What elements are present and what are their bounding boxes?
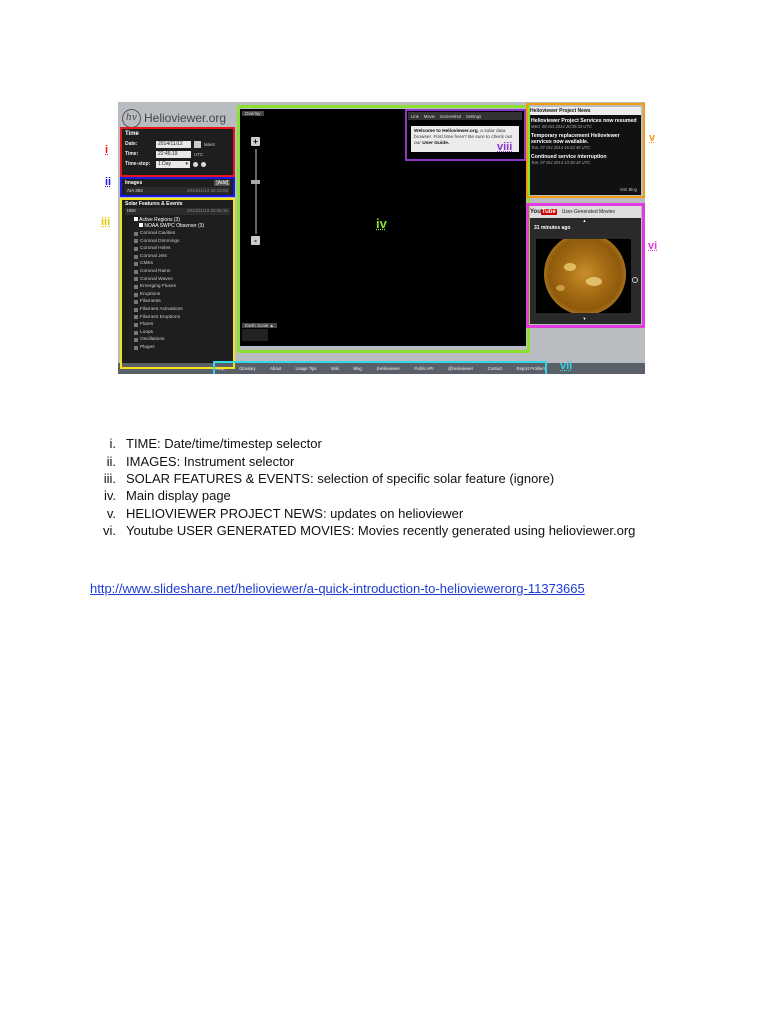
add-layer-button[interactable]: [Add] bbox=[216, 180, 228, 186]
label-vi: vi bbox=[648, 240, 658, 252]
calendar-icon[interactable] bbox=[194, 141, 201, 148]
feature-label: Coronal Dimmings bbox=[140, 238, 180, 244]
legend-item bbox=[90, 435, 710, 452]
utc-label: UTC bbox=[194, 151, 204, 157]
legend-number: ii. bbox=[106, 453, 116, 469]
checkbox[interactable] bbox=[134, 262, 138, 266]
checkbox[interactable] bbox=[134, 300, 138, 304]
label-v: v bbox=[649, 132, 656, 144]
movie-age: 31 minutes ago bbox=[534, 225, 571, 231]
legend-text: HELIOVIEWER PROJECT NEWS: updates on helioviewer bbox=[126, 505, 464, 521]
step-back-icon[interactable] bbox=[193, 162, 198, 167]
earth-scale-button[interactable]: Earth Scale ▲ bbox=[242, 323, 277, 328]
time-label: Time: bbox=[125, 151, 139, 157]
zoom-slider-track[interactable] bbox=[255, 149, 257, 234]
footer-link[interactable]: Report Problem bbox=[516, 366, 546, 371]
youtube-logo[interactable] bbox=[530, 209, 557, 215]
feature-label: Filament Eruptions bbox=[140, 314, 180, 320]
layer-name: AIA 304 bbox=[127, 188, 143, 193]
feature-item[interactable] bbox=[134, 329, 230, 337]
checkbox[interactable] bbox=[134, 255, 138, 259]
feature-item[interactable] bbox=[134, 306, 230, 314]
news-item[interactable] bbox=[531, 118, 638, 129]
feature-item[interactable] bbox=[134, 276, 230, 284]
active-regions-label: Active Regions (3) bbox=[139, 217, 180, 223]
noaa-item[interactable] bbox=[125, 223, 230, 229]
feature-label: Oscillations bbox=[140, 337, 165, 343]
checkbox[interactable] bbox=[134, 293, 138, 297]
legend-number: iii. bbox=[103, 470, 116, 486]
footer-link[interactable]: JHelioviewer bbox=[376, 366, 400, 371]
footer-link[interactable]: Usage Tips bbox=[295, 366, 317, 371]
footer-link[interactable]: @helioviewer bbox=[447, 366, 474, 371]
timestep-value: 1 Day bbox=[158, 160, 172, 167]
zoom-slider-handle[interactable] bbox=[251, 180, 260, 184]
feature-item[interactable] bbox=[134, 230, 230, 238]
news-headline[interactable]: Continued service interruption bbox=[531, 154, 607, 160]
date-row bbox=[125, 139, 230, 149]
legend-list bbox=[90, 435, 710, 539]
news-headline[interactable]: Helioviewer Project Services now resumed bbox=[531, 118, 637, 124]
feature-label: Filament Activations bbox=[140, 306, 183, 312]
feature-label: Coronal Rains bbox=[140, 268, 171, 274]
label-iv: iv bbox=[376, 216, 387, 231]
features-title: Solar Features & Events bbox=[125, 201, 183, 207]
earth-scale-box bbox=[242, 329, 268, 341]
footer-link[interactable]: Glossary bbox=[239, 366, 256, 371]
checkbox[interactable] bbox=[134, 308, 138, 312]
footer-link[interactable]: Contact bbox=[487, 366, 503, 371]
news-panel bbox=[528, 107, 641, 195]
sun-image bbox=[544, 239, 626, 313]
feature-label: CMEs bbox=[140, 261, 154, 267]
feature-label: Coronal Waves bbox=[140, 276, 173, 282]
checkbox[interactable] bbox=[134, 232, 138, 236]
checkbox[interactable] bbox=[134, 338, 138, 342]
slideshare-link[interactable]: http://www.slideshare.net/helioviewer/a-quick-introduction-to-helioviewerorg-11373665 bbox=[90, 581, 585, 596]
movies-title: User-Generated Movies bbox=[561, 209, 615, 215]
feature-label: Coronal Jets bbox=[140, 253, 167, 259]
youtube-tube: Tube bbox=[541, 209, 556, 215]
date-input[interactable]: 2014/11/12 bbox=[156, 141, 191, 148]
feature-item[interactable] bbox=[134, 291, 230, 299]
feature-label: Coronal Cavities bbox=[140, 231, 176, 236]
movie-thumbnail[interactable] bbox=[536, 239, 631, 313]
feature-item[interactable] bbox=[134, 321, 230, 329]
helioviewer-logo[interactable] bbox=[122, 107, 234, 129]
feature-label: Loops bbox=[140, 329, 154, 335]
news-date: Tue, 07 Oct 2014 16:32:46 UTC bbox=[531, 145, 591, 150]
news-date: Wed, 08 Oct 2014 20:39:33 UTC bbox=[531, 124, 592, 129]
images-header bbox=[125, 180, 230, 186]
feature-item[interactable] bbox=[134, 253, 230, 261]
sun-bright-region bbox=[586, 277, 602, 286]
timestep-select[interactable] bbox=[156, 161, 190, 168]
viewport-toolbar bbox=[408, 112, 522, 120]
legend-number: vi. bbox=[103, 523, 116, 539]
logo-text: Helioviewer.org bbox=[144, 111, 227, 125]
legend-text: IMAGES: Instrument selector bbox=[126, 453, 295, 469]
toolbar-item[interactable]: Link bbox=[411, 113, 419, 119]
feature-label: Plages bbox=[140, 344, 155, 350]
legend-number: iv. bbox=[103, 488, 116, 504]
feature-item[interactable] bbox=[134, 238, 230, 246]
toolbar-item[interactable]: Movie bbox=[423, 113, 435, 119]
feature-label: Flares bbox=[140, 322, 154, 328]
hv-logo-icon: hv bbox=[122, 109, 141, 128]
step-forward-icon[interactable] bbox=[201, 162, 206, 167]
legend-item bbox=[90, 505, 710, 522]
feature-item[interactable] bbox=[134, 245, 230, 253]
zoom-in-button[interactable]: + bbox=[251, 137, 260, 146]
label-iii: iii bbox=[101, 216, 111, 228]
label-i: i bbox=[105, 144, 109, 156]
footer-link[interactable]: About bbox=[270, 366, 282, 371]
time-input[interactable]: 22:46:19 bbox=[156, 151, 191, 158]
checkbox[interactable] bbox=[134, 323, 138, 327]
features-panel bbox=[122, 200, 233, 368]
movies-title-bar bbox=[528, 206, 641, 218]
images-panel bbox=[122, 179, 233, 196]
noaa-label: NOAA SWPC Observer (3) bbox=[144, 223, 205, 229]
feature-label: Filaments bbox=[140, 299, 161, 305]
hek-timestamp: 2014/11/12 22:45:15 bbox=[187, 208, 228, 213]
legend-item bbox=[90, 487, 710, 504]
feature-label: Emerging Fluxes bbox=[140, 284, 176, 290]
zoom-out-button[interactable]: - bbox=[251, 236, 260, 245]
hek-row[interactable] bbox=[125, 208, 230, 215]
checkbox[interactable] bbox=[134, 217, 138, 221]
latest-link[interactable]: latest bbox=[204, 141, 215, 147]
checkbox[interactable] bbox=[134, 285, 138, 289]
checkbox[interactable] bbox=[134, 331, 138, 335]
visit-blog-link[interactable]: Visit Blog bbox=[619, 187, 637, 192]
checkbox[interactable] bbox=[134, 277, 138, 281]
legend-number: i. bbox=[109, 436, 116, 452]
movies-panel bbox=[528, 206, 641, 324]
image-layer-row[interactable] bbox=[125, 187, 230, 194]
legend-number: v. bbox=[106, 505, 116, 521]
footer-link[interactable]: Help bbox=[216, 366, 225, 371]
images-title: Images bbox=[125, 180, 143, 186]
checkbox[interactable] bbox=[134, 315, 138, 319]
feature-item[interactable] bbox=[134, 344, 230, 352]
news-item[interactable] bbox=[531, 154, 638, 165]
sun-bright-region bbox=[564, 263, 576, 271]
feature-item[interactable] bbox=[134, 268, 230, 276]
overlay-button[interactable]: Overlay bbox=[242, 111, 264, 116]
scroll-up-icon[interactable]: ▲ bbox=[582, 218, 587, 223]
legend-text: TIME: Date/time/timestep selector bbox=[126, 436, 322, 452]
sun-bright-region bbox=[556, 285, 565, 291]
legend-item bbox=[90, 522, 710, 539]
toolbar-item[interactable]: Screenshot bbox=[439, 113, 462, 119]
time-row bbox=[125, 149, 230, 159]
hek-label: HEK bbox=[127, 208, 137, 213]
feature-item[interactable] bbox=[134, 260, 230, 268]
welcome-bold: Welcome to Helioviewer.org bbox=[414, 129, 478, 134]
checkbox[interactable] bbox=[134, 270, 138, 274]
toolbar-item[interactable]: Settings bbox=[466, 113, 482, 119]
footer-link[interactable]: Blog bbox=[353, 366, 362, 371]
news-item[interactable] bbox=[531, 133, 638, 150]
legend-text: Main display page bbox=[126, 488, 231, 504]
checkbox[interactable] bbox=[134, 346, 138, 350]
feature-item[interactable] bbox=[134, 314, 230, 322]
feature-item[interactable] bbox=[134, 283, 230, 291]
date-label: Date: bbox=[125, 141, 138, 147]
feature-item[interactable] bbox=[134, 298, 230, 306]
user-guide-link[interactable]: User Guide. bbox=[422, 141, 450, 146]
chevron-down-icon: ▾ bbox=[185, 160, 188, 167]
helioviewer-screenshot bbox=[118, 102, 645, 374]
legend-item bbox=[90, 470, 710, 487]
legend-item bbox=[90, 452, 710, 469]
feature-list bbox=[125, 230, 230, 352]
checkbox[interactable] bbox=[139, 223, 143, 227]
news-date: Tue, 07 Oct 2014 13:36:19 UTC bbox=[531, 160, 591, 165]
label-viii: viii bbox=[497, 141, 513, 153]
play-icon[interactable] bbox=[632, 277, 638, 283]
footer-link[interactable]: Public API bbox=[414, 366, 434, 371]
label-ii: ii bbox=[105, 176, 112, 188]
news-title: Helioviewer Project News bbox=[528, 107, 641, 115]
feature-item[interactable] bbox=[134, 336, 230, 344]
footer-links bbox=[216, 366, 546, 373]
time-panel-title: Time bbox=[125, 131, 139, 137]
label-vii: vii bbox=[560, 360, 573, 372]
footer-link[interactable]: Wiki bbox=[330, 366, 339, 371]
checkbox[interactable] bbox=[134, 247, 138, 251]
legend-text: Youtube USER GENERATED MOVIES: Movies recently generated using helioviewer.org bbox=[126, 523, 636, 539]
checkbox[interactable] bbox=[134, 239, 138, 243]
legend-text: SOLAR FEATURES & EVENTS: selection of specific solar feature (ignore) bbox=[126, 470, 555, 486]
timestep-label: Time-step: bbox=[125, 161, 151, 167]
feature-label: Coronal Holes bbox=[140, 246, 171, 252]
welcome-text: , a solar data browser. First time here? Be sure to check out our bbox=[414, 129, 512, 146]
news-items bbox=[531, 118, 638, 165]
feature-label: Eruptions bbox=[140, 291, 161, 297]
scroll-down-icon[interactable]: ▼ bbox=[582, 316, 587, 321]
time-panel bbox=[122, 129, 233, 175]
timestep-row bbox=[125, 159, 230, 169]
news-headline[interactable]: Temporary replacement Helioviewer services now available. bbox=[531, 133, 620, 145]
youtube-you: You bbox=[530, 209, 541, 215]
layer-timestamp: 2014/11/13 22:43:56 bbox=[187, 188, 228, 193]
